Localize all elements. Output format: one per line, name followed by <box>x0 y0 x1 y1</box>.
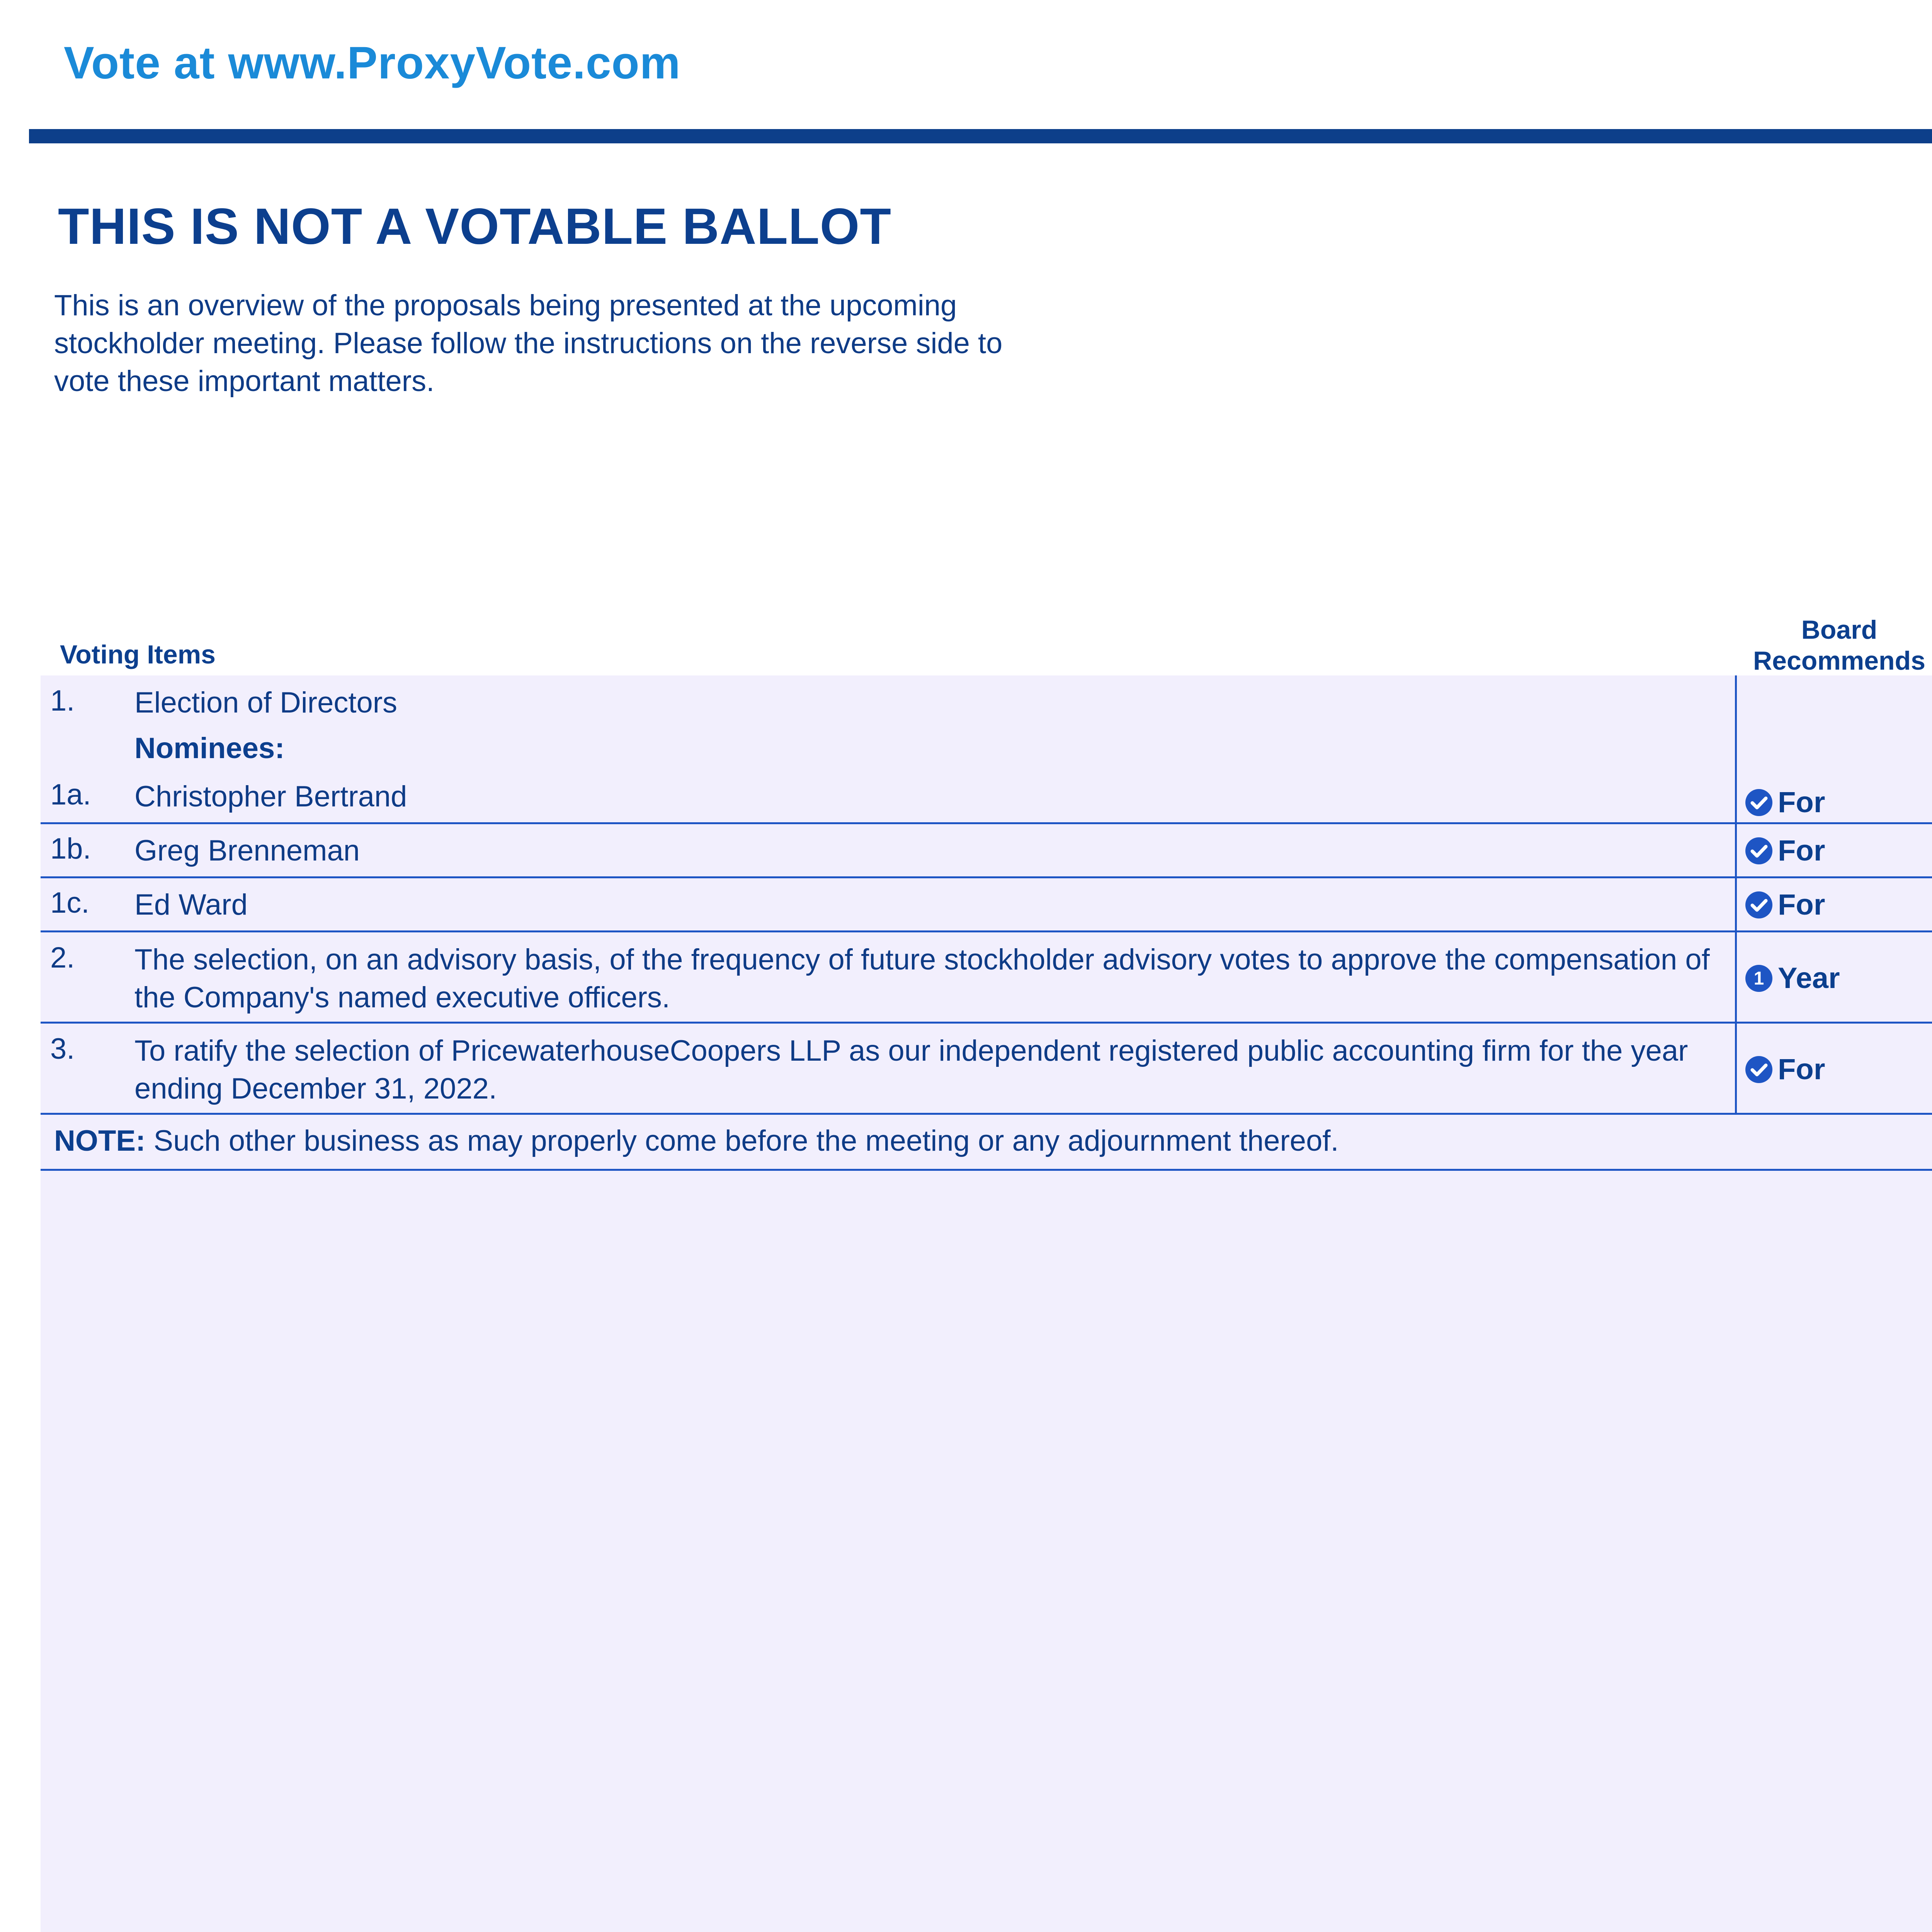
recommendation <box>1745 888 1825 922</box>
voting-items-header: Voting Items <box>60 640 216 669</box>
note-text <box>54 1124 1339 1158</box>
table-row <box>41 824 1932 878</box>
proxyvote-header-link[interactable]: Vote at www.ProxyVote.com <box>64 37 681 88</box>
item-text: Election of Directors <box>134 686 398 719</box>
item-text: The selection, on an advisory basis, of the frequency of future stockholder advisory votes to approve the compensation of the Company's named executive officers. <box>134 943 1710 1014</box>
note-label: NOTE: <box>54 1124 146 1157</box>
page-title: THIS IS NOT A VOTABLE BALLOT <box>58 198 892 255</box>
nominee-name: Ed Ward <box>134 888 248 921</box>
intro-paragraph: This is an overview of the proposals being presented at the upcoming stockholder meeting. Please follow the instructions on the reverse side to vote these important matters. <box>54 289 1003 398</box>
recommendation <box>1745 834 1825 867</box>
nominee-name: Greg Brenneman <box>134 834 360 867</box>
one-circle-icon <box>1745 964 1773 993</box>
item-number: 1a. <box>50 778 91 811</box>
item-number: 2. <box>50 941 75 974</box>
table-row <box>41 878 1932 932</box>
recommendation <box>1745 961 1840 995</box>
table-row <box>41 1024 1932 1115</box>
nominees-label: Nominees: <box>134 732 285 765</box>
table-row <box>41 932 1932 1024</box>
item-number: 1c. <box>50 886 90 919</box>
check-circle-icon <box>1745 788 1773 817</box>
check-circle-icon <box>1745 1055 1773 1084</box>
header-divider <box>29 129 1932 143</box>
note-body: Such other business as may properly come before the meeting or any adjournment thereof. <box>145 1124 1339 1157</box>
recommendation-label: For <box>1778 786 1825 819</box>
board-recommends-header <box>1735 614 1932 676</box>
item-number: 1. <box>50 684 75 717</box>
one-circle-icon-digit: 1 <box>1753 968 1764 989</box>
note-row <box>41 1115 1932 1171</box>
check-circle-icon <box>1745 891 1773 919</box>
board-recommends-header-text: Board Recommends <box>1753 615 1925 675</box>
recommendation-label: For <box>1778 1053 1825 1086</box>
item-text: To ratify the selection of PricewaterhouseCoopers LLP as our independent registered public accounting firm for the year ending December 31, 2022. <box>134 1034 1688 1105</box>
recommendation-label: Year <box>1778 962 1840 995</box>
nominee-name: Christopher Bertrand <box>134 780 407 813</box>
recommendation-label: For <box>1778 888 1825 921</box>
recommendation <box>1745 1053 1825 1086</box>
item-number: 3. <box>50 1032 75 1065</box>
recommendation <box>1745 786 1825 819</box>
check-circle-icon <box>1745 837 1773 865</box>
table-row <box>41 675 1932 824</box>
item-number: 1b. <box>50 832 91 865</box>
recommendation-label: For <box>1778 834 1825 867</box>
